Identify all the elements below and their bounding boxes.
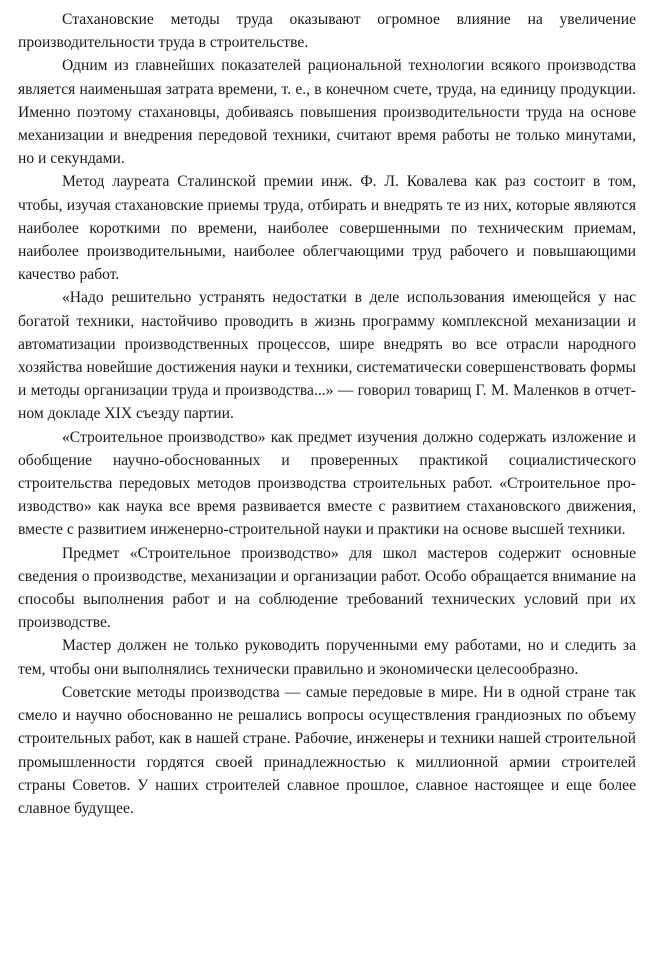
paragraph-6: Предмет «Строительное производство» для школ мастеров содержит основные сведения о производстве, механизации и организации работ. Особо обращается внимание на способы выполнения работ и на соблюдение требований технических условий при их производстве. — [18, 544, 636, 632]
paragraph-5: «Строительное производство» как предмет изучения должно содержать изложение и обобщение научно-обоснованных и проверенных практикой социалистического строительства передовых методов производства строительных работ. «Строительное производство» как наука все время развивается вместе с развитием стахановского движения, вместе с развитием инженерно-строительной науки и практики на основе высшей техники. — [18, 428, 636, 539]
paragraph-4: «Надо решительно устранять недостатки в деле использования имеющейся у нас богатой техники, настойчиво проводить в жизнь программу комплексной механизации и автоматизации производственных процессов, шире внедрять во все отрасли народного хозяйства новейшие достижения науки и техники, систематически совершенствовать формы и методы организации труда и производства...» — говорил товарищ Г. М. Маленков в отчетном докладе XIX съезду партии. — [18, 289, 636, 423]
paragraph-2: Одним из главнейших показателей рациональной технологии всякого производства является наименьшая затрата времени, т. е., в конечном счете, труда, на единицу продукции. Именно поэтому стахановцы, добиваясь повышения производительности труда на основе механизации и внедрения передовой техники, считают время работы не только минутами, но и секундами. — [18, 57, 636, 168]
paragraph-8: Советские методы производства — самые передовые в мире. Ни в одной стране так смело и научно обоснованно не решались вопросы осуществления грандиозных по объему строительных работ, как в нашей стране. Рабочие, инженеры и техники нашей строительной промышленности гордятся своей принадлежностью к миллионной армии строителей страны Советов. У наших строителей славное прошлое, славное настоящее и еще более славное будущее. — [18, 683, 636, 817]
paragraph-3: Метод лауреата Сталинской премии инж. Ф. Л. Ковалева как раз состоит в том, чтобы, изучая стахановские приемы труда, отбирать и внедрять те из них, которые являются наиболее короткими по времени, наиболее совершенными по техническим приемам, наиболее производительными, наиболее облегчающими труд рабочего и повышающими качество работ. — [18, 173, 636, 284]
paragraph-1: Стахановские методы труда оказывают огромное влияние на увеличение производительности труда в строительстве. — [18, 11, 636, 52]
paragraph-7: Мастер должен не только руководить порученными ему работами, но и следить за тем, чтобы они выполнялись технически правильно и экономически целесообразно. — [18, 637, 636, 678]
